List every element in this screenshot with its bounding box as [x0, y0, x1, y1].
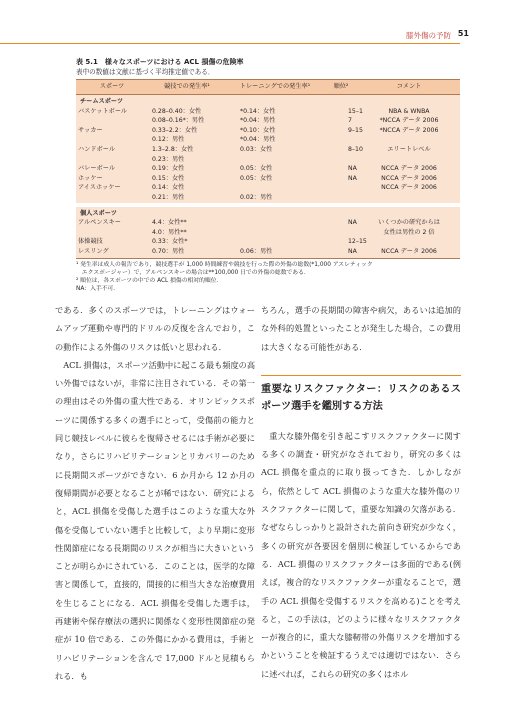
table-cell: [324, 155, 358, 165]
table-row: [76, 237, 460, 247]
table-cell: 4.0：男性**: [148, 228, 226, 238]
table-cell: 0.15：女性: [148, 174, 226, 184]
table-row: [76, 126, 460, 136]
table-row: [76, 116, 460, 126]
body-paragraph: ACL 損傷は，スポーツ活動中に起こる最も頻度の高い外傷ではないが，非常に注目されている．その第一の理由はその外傷の重大性である．オリンピックスポーツに関係する多くの選手にとって，受傷前の能力と同じ競技レベルに彼らを復帰させるには手術が必要になり，さらにリハビリテーションとリカバリーのために長期間スポーツができない．6 か月から 12 か月の復帰期間が必要となることが稀ではない．研究によると，ACL 損傷を受傷した選手はこのような重大な外傷を受傷していない選手と比較して，より早期に変形性関節症になる長期間のリスクが相当に大きいということが明らかにされている．このことは，医学的な障害と関係して，直接的，間接的に相当大きな治療費用を生じることになる．ACL 損傷を受傷した選手は，再建術や保存療法の選択に関係なく変形性関節症の発症が 10 倍である．この外傷にかかる費用は，手術とリハビリテーションを含んで 17,000 ドルと見積もられる．も: [55, 359, 256, 681]
table-cell: バスケットボール: [76, 107, 148, 117]
table-cell: [76, 155, 148, 165]
table-cell: [226, 228, 324, 238]
table-cell: *NCCA データ 2006: [358, 116, 460, 126]
table-cell: 4.4：女性**: [148, 218, 226, 228]
acl-risk-table-block: [76, 57, 460, 293]
table-cell: *0.14：女性: [226, 107, 324, 117]
table-cell: [358, 237, 460, 247]
table-cell: *0.04：男性: [226, 116, 324, 126]
table-cell: NA: [324, 247, 358, 258]
table-cell: 0.23：男性: [148, 155, 226, 165]
table-cell: *0.10：女性: [226, 126, 324, 136]
table-cell: 0.14：女性: [148, 183, 226, 193]
table-group-label: 個人スポーツ: [76, 207, 460, 219]
table-row: [76, 164, 460, 174]
body-paragraph: である．多くのスポーツでは，トレーニングはウォームアップ運動や専門的ドリルの反復を含んでおり，この動作による外傷のリスクは低いと思われる．: [55, 305, 255, 352]
table-cell: [324, 135, 358, 145]
table-row: [76, 193, 460, 203]
table-cell: NCCA データ 2006: [358, 247, 460, 258]
table-cell: NCCA データ 2006: [358, 174, 460, 184]
column-header: トレーニングでの発生率¹: [226, 80, 324, 95]
table-cell: 0.06：男性: [226, 247, 324, 258]
table-group-label-row: [76, 207, 460, 219]
table-cell: NCCA データ 2006: [358, 183, 460, 193]
footnote: エクスポージャー）で，アルペンスキーの場合は**100,000 日での外傷の総数である．: [76, 269, 310, 276]
table-cell: 0.05：女性: [226, 174, 324, 184]
table-cell: NCCA データ 2006: [358, 164, 460, 174]
header-rule: [0, 43, 460, 44]
table-cell: [226, 218, 324, 228]
table-cell: [226, 183, 324, 193]
body-paragraph: ちろん，選手の長期間の障害や病欠，あるいは追加的な外科的処置といったことが発生した場合，この費用は大きくなる可能性がある．: [261, 305, 461, 352]
table-row: [76, 155, 460, 165]
footnote: ² 順位は，各スポーツの中での ACL 損傷の相対的順位．: [76, 277, 223, 284]
table-cell: [76, 228, 148, 238]
table-cell: アイスホッケー: [76, 183, 148, 193]
body-paragraph: 重大な膝外傷を引き起こすリスクファクターに関する多くの調査・研究がなされており，研究の多くは ACL 損傷を重点的に取り扱ってきた．しかしながら，依然として ACL 損傷のような重大な膝外傷のリスクファクターに関して，重要な知識の欠落がある．なぜならしっかりと設計された前向き研究が少なく，多くの研究が各要因を個別に検証しているからである．ACL 損傷のリスクファクターは多面的である(例えば，複合的なリスクファクターが重なることで，選手の ACL 損傷を受傷するリスクを高める)ことを考えると，この手法は，どのように様々なリスクファクターが複合的に，重大な膝靭帯の外傷リスクを増加するかということを検証するうえでは適切ではない．さらに述べれば，これらの研究の多くはホル: [261, 430, 461, 679]
table-cell: サッカー: [76, 126, 148, 136]
table-cell: [324, 228, 358, 238]
footnote: ¹ 発生率は成人の報告であり，競技選手が 1,000 時間練習や競技を行った際の外傷の総数(*1,000 アスレティック: [76, 261, 373, 268]
table-cell: 15–1: [324, 107, 358, 117]
table-cell: [76, 193, 148, 203]
running-header: [0, 29, 509, 45]
table-header-row: [76, 80, 460, 95]
table-cell: NA: [324, 218, 358, 228]
table-cell: 0.70：男性: [148, 247, 226, 258]
table-cell: [358, 193, 460, 203]
table-cell: *NCCA データ 2006: [358, 126, 460, 136]
table-footnotes: [76, 261, 460, 294]
table-cell: 0.28–0.40：女性: [148, 107, 226, 117]
table-cell: 体操競技: [76, 237, 148, 247]
body-column-left: [55, 301, 255, 685]
table-cell: [324, 183, 358, 193]
table-cell: 12–15: [324, 237, 358, 247]
table-row: [76, 218, 460, 228]
table-cell: エリートレベル: [358, 145, 460, 155]
page-number: 51: [457, 29, 469, 38]
table-row: [76, 107, 460, 117]
table-group-label-row: [76, 95, 460, 107]
table-cell: 1.3–2.8：女性: [148, 145, 226, 155]
table-cell: [226, 237, 324, 247]
table-cell: 0.03：女性: [226, 145, 324, 155]
table-cell: 8–10: [324, 145, 358, 155]
table-cell: 7: [324, 116, 358, 126]
body-column-right: [261, 301, 461, 683]
table-cell: [76, 116, 148, 126]
table-row: [76, 174, 460, 184]
column-header: 順位²: [324, 80, 358, 95]
table-cell: [226, 155, 324, 165]
table-row: [76, 247, 460, 258]
table-cell: レスリング: [76, 247, 148, 258]
table-cell: 0.21：男性: [148, 193, 226, 203]
table-cell: 9–15: [324, 126, 358, 136]
table-cell: NA: [324, 164, 358, 174]
table-cell: ホッケー: [76, 174, 148, 184]
table-row: [76, 228, 460, 238]
table-cell: 女性は男性の 2 倍: [358, 228, 460, 238]
table-cell: アルペンスキー: [76, 218, 148, 228]
table-cell: いくつかの研究からは: [358, 218, 460, 228]
table-cell: NBA & WNBA: [358, 107, 460, 117]
table-cell: 0.02：男性: [226, 193, 324, 203]
running-header-title: 膝外傷の予防: [406, 31, 451, 40]
table-row: [76, 135, 460, 145]
column-header: 競技での発生率¹: [148, 80, 226, 95]
table-cell: 0.33：女性*: [148, 237, 226, 247]
table-cell: NA: [324, 174, 358, 184]
table-cell: 0.08–0.16*：男性: [148, 116, 226, 126]
table-cell: [358, 135, 460, 145]
table-group-individual-sports: [76, 207, 460, 258]
table-row: [76, 183, 460, 193]
table-cell: ハンドボール: [76, 145, 148, 155]
table-title: 表 5.1 様々なスポーツにおける ACL 損傷の危険率: [76, 58, 244, 66]
table-group-team-sports: [76, 95, 460, 203]
table-group-label: チームスポーツ: [76, 95, 460, 107]
table-cell: *0.04：男性: [226, 135, 324, 145]
table-cell: 0.12：男性: [148, 135, 226, 145]
table-cell: 0.33–2.2：女性: [148, 126, 226, 136]
footnote: NA：入手不可．: [76, 286, 120, 293]
table-cell: [324, 193, 358, 203]
table-subtitle: 表中の数値は文献に基づく平均推定値である．: [76, 68, 215, 76]
acl-risk-table: [76, 79, 460, 259]
section-heading: 重要なリスクファクター：リスクのあるスポーツ選手を鑑別する方法: [261, 375, 461, 415]
table-cell: バレーボール: [76, 164, 148, 174]
table-cell: [358, 155, 460, 165]
table-cell: 0.19：女性: [148, 164, 226, 174]
column-header: コメント: [358, 80, 460, 95]
table-row: [76, 145, 460, 155]
table-cell: 0.05：女性: [226, 164, 324, 174]
table-cell: [76, 135, 148, 145]
column-header: スポーツ: [76, 80, 148, 95]
